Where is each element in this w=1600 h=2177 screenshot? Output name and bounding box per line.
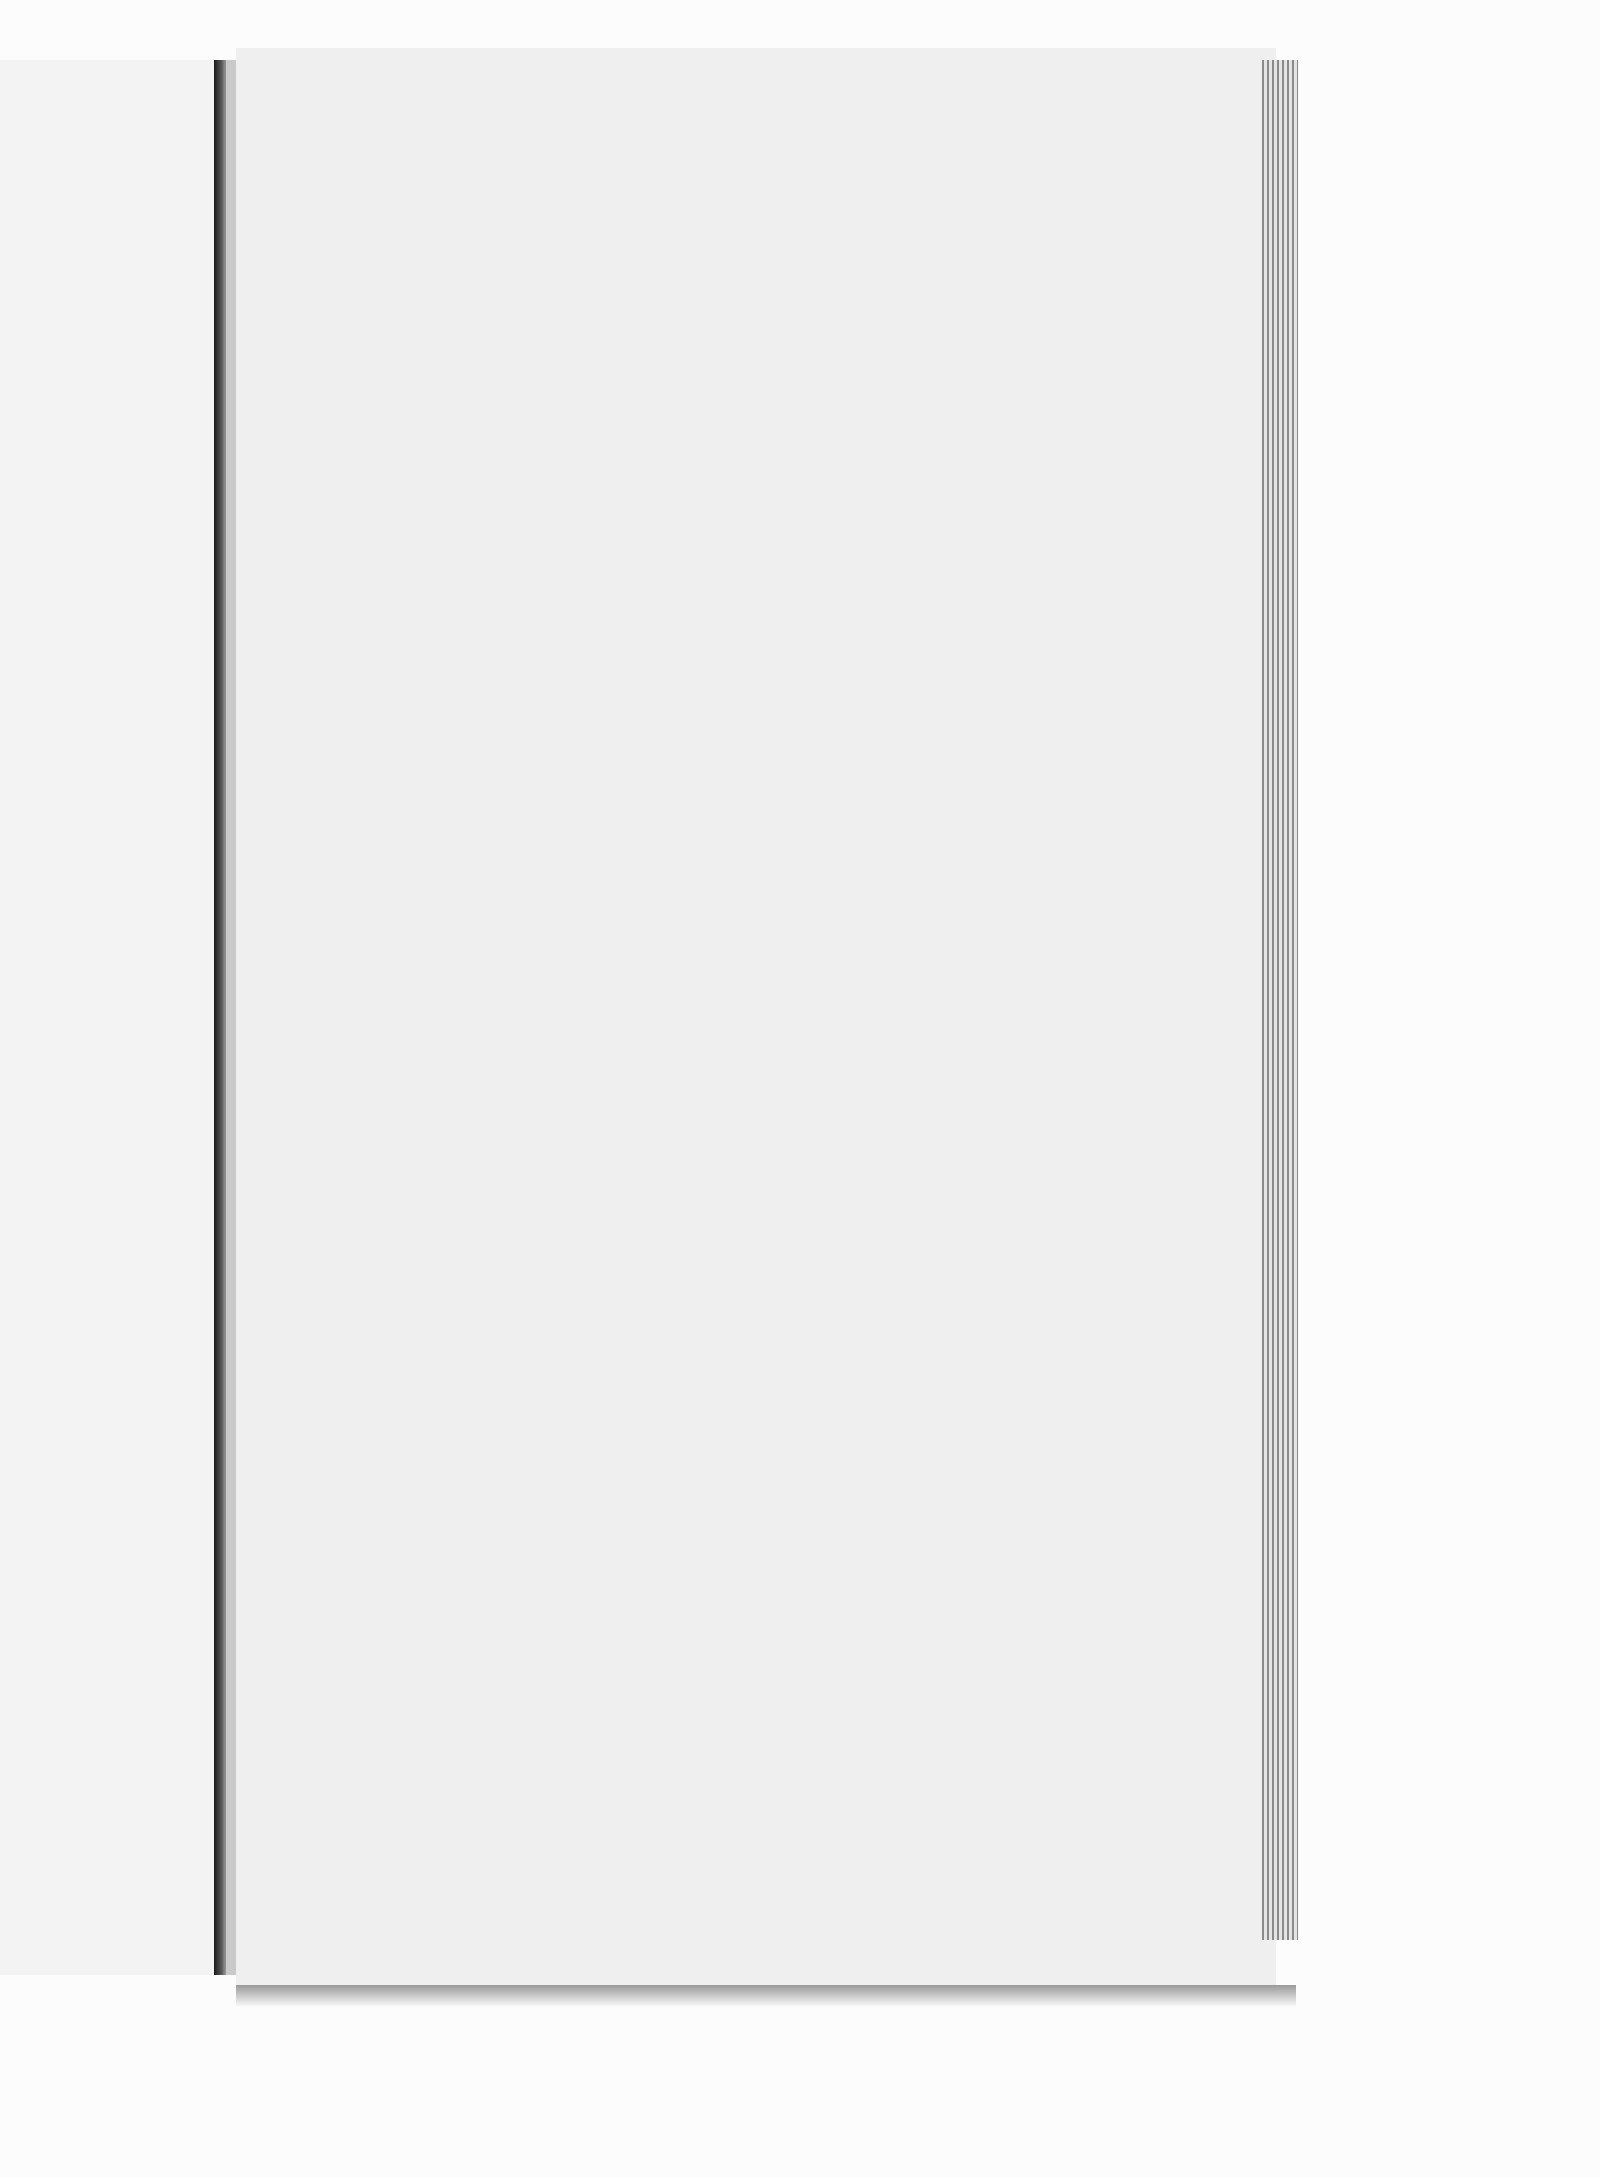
bottom-shadow bbox=[236, 1985, 1296, 2007]
page-edges bbox=[1262, 60, 1298, 1940]
gutter-shadow bbox=[226, 60, 236, 1975]
book-gutter bbox=[214, 60, 226, 1975]
left-page-fragment bbox=[0, 60, 222, 1975]
right-page bbox=[236, 48, 1276, 1993]
main-text-column bbox=[268, 170, 1208, 180]
